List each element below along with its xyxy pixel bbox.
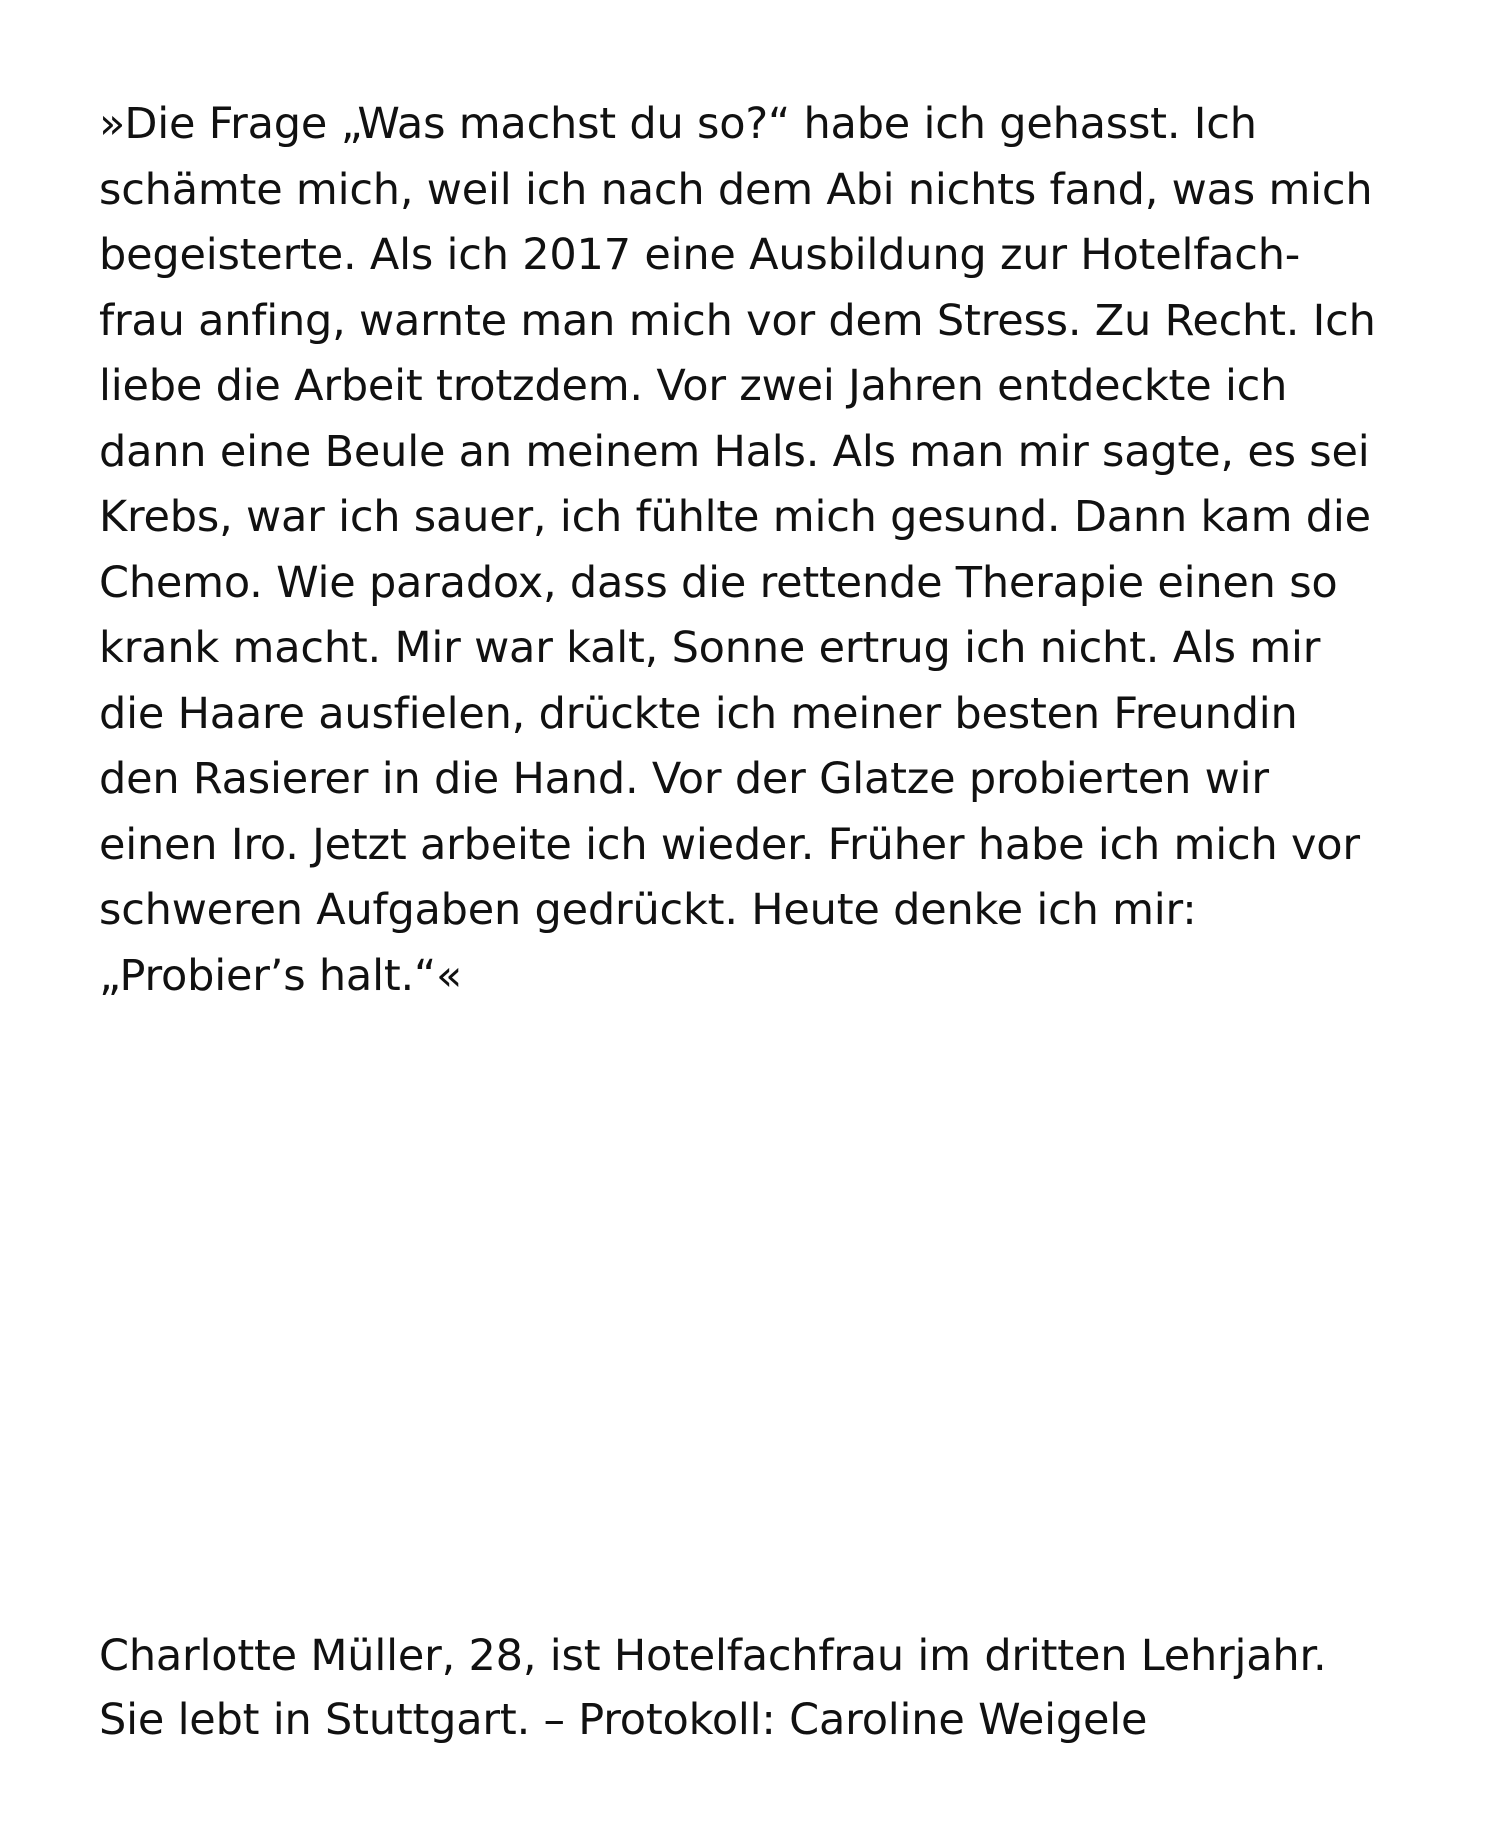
quote-line: schämte mich, weil ich nach dem Abi nichts fand, was mich: [99, 164, 1373, 215]
quote-line: »Die Frage „Was machst du so?“ habe ich gehasst. Ich: [99, 99, 1257, 149]
credit-line: Charlotte Müller, 28, ist Hotelfachfrau im dritten Lehrjahr.: [99, 1631, 1327, 1681]
quote-line: dann eine Beule an meinem Hals. Als man mir sagte, es sei: [99, 426, 1370, 477]
quote-line: liebe die Arbeit trotzdem. Vor zwei Jahren entdeckte ich: [99, 361, 1288, 411]
quote-line: den Rasierer in die Hand. Vor der Glatze probierten wir: [99, 754, 1269, 804]
author-credit: [99, 1624, 1459, 1752]
quote-line: frau anfing, warnte man mich vor dem Stress. Zu Recht. Ich: [99, 295, 1376, 346]
quote-line: einen Iro. Jetzt arbeite ich wieder. Früher habe ich mich vor: [99, 819, 1360, 870]
quote-line: begeisterte. Als ich 2017 eine Ausbildung zur Hotelfach-: [99, 230, 1301, 280]
quote-line: krank macht. Mir war kalt, Sonne ertrug ich nicht. Als mir: [99, 623, 1321, 673]
quote-line: „Probier’s halt.“«: [99, 950, 463, 1001]
quote-line: Krebs, war ich sauer, ich fühlte mich gesund. Dann kam die: [99, 492, 1371, 542]
quote-line: Chemo. Wie paradox, dass die rettende Therapie einen so: [99, 557, 1338, 608]
quote-line: schweren Aufgaben gedrückt. Heute denke ich mir:: [99, 885, 1197, 935]
quote-line: die Haare ausfielen, drückte ich meiner besten Freundin: [99, 688, 1298, 739]
quote-text: [99, 92, 1459, 1009]
credit-line: Sie lebt in Stuttgart. – Protokoll: Caroline Weigele: [99, 1695, 1148, 1745]
